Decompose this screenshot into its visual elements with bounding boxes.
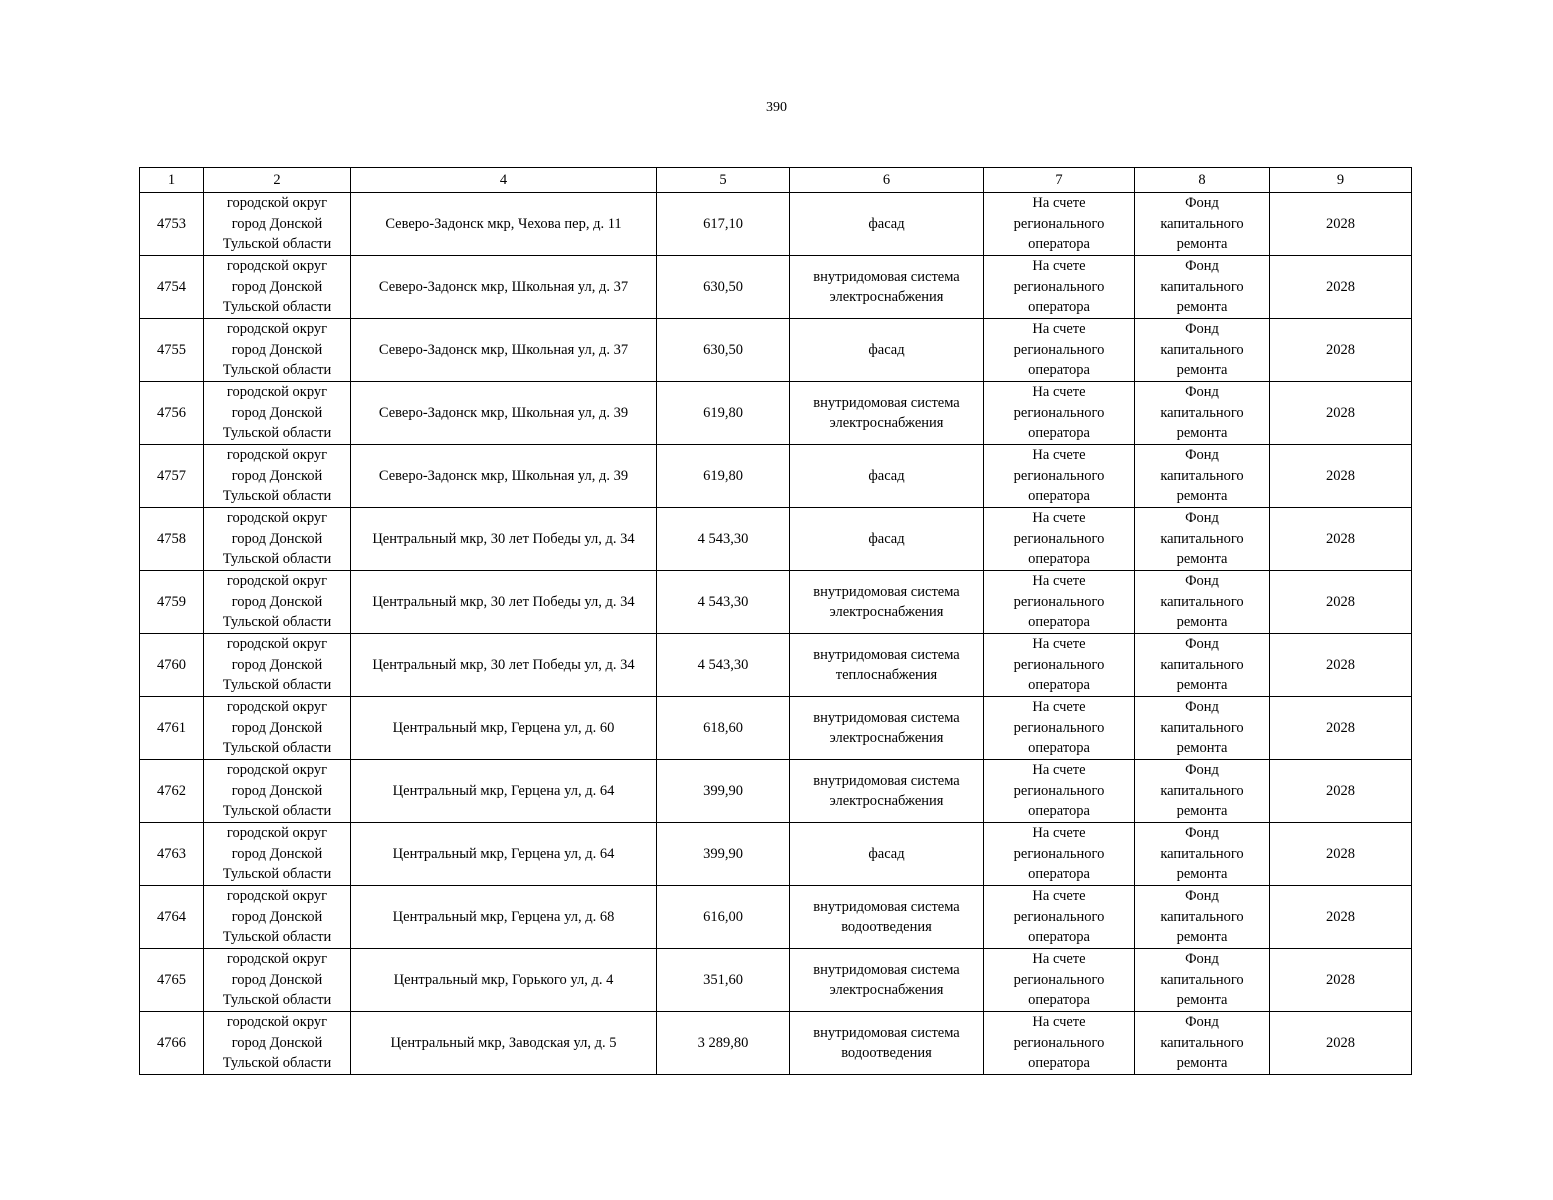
area-cell: 630,50 bbox=[657, 256, 790, 319]
year-cell: 2028 bbox=[1270, 697, 1412, 760]
row-number-cell: 4760 bbox=[140, 634, 204, 697]
year-cell: 2028 bbox=[1270, 445, 1412, 508]
address-cell: Центральный мкр, 30 лет Победы ул, д. 34 bbox=[351, 508, 657, 571]
row-number-cell: 4765 bbox=[140, 949, 204, 1012]
address-cell: Северо-Задонск мкр, Чехова пер, д. 11 bbox=[351, 193, 657, 256]
fund-cell: Фонд капитального ремонта bbox=[1135, 949, 1270, 1012]
address-cell: Северо-Задонск мкр, Школьная ул, д. 37 bbox=[351, 256, 657, 319]
column-header: 4 bbox=[351, 168, 657, 193]
row-number-cell: 4764 bbox=[140, 886, 204, 949]
account-method-cell: На счете регионального оператора bbox=[984, 760, 1135, 823]
municipality-cell: городской округ город Донской Тульской области bbox=[204, 634, 351, 697]
address-cell: Центральный мкр, 30 лет Победы ул, д. 34 bbox=[351, 634, 657, 697]
year-cell: 2028 bbox=[1270, 1012, 1412, 1075]
table-row bbox=[140, 382, 1412, 445]
work-type-cell: фасад bbox=[790, 319, 984, 382]
work-type-cell: фасад bbox=[790, 193, 984, 256]
fund-cell: Фонд капитального ремонта bbox=[1135, 256, 1270, 319]
area-cell: 399,90 bbox=[657, 760, 790, 823]
repair-program-table bbox=[139, 167, 1412, 1075]
area-cell: 618,60 bbox=[657, 697, 790, 760]
fund-cell: Фонд капитального ремонта bbox=[1135, 571, 1270, 634]
address-cell: Центральный мкр, Герцена ул, д. 60 bbox=[351, 697, 657, 760]
account-method-cell: На счете регионального оператора bbox=[984, 949, 1135, 1012]
work-type-cell: фасад bbox=[790, 823, 984, 886]
area-cell: 4 543,30 bbox=[657, 508, 790, 571]
work-type-cell: внутридомовая система теплоснабжения bbox=[790, 634, 984, 697]
address-cell: Северо-Задонск мкр, Школьная ул, д. 39 bbox=[351, 445, 657, 508]
row-number-cell: 4763 bbox=[140, 823, 204, 886]
account-method-cell: На счете регионального оператора bbox=[984, 319, 1135, 382]
municipality-cell: городской округ город Донской Тульской области bbox=[204, 1012, 351, 1075]
column-header: 9 bbox=[1270, 168, 1412, 193]
area-cell: 630,50 bbox=[657, 319, 790, 382]
year-cell: 2028 bbox=[1270, 256, 1412, 319]
page-number: 390 bbox=[766, 100, 787, 115]
table-row bbox=[140, 760, 1412, 823]
municipality-cell: городской округ город Донской Тульской области bbox=[204, 193, 351, 256]
row-number-cell: 4761 bbox=[140, 697, 204, 760]
account-method-cell: На счете регионального оператора bbox=[984, 445, 1135, 508]
municipality-cell: городской округ город Донской Тульской области bbox=[204, 445, 351, 508]
municipality-cell: городской округ город Донской Тульской области bbox=[204, 886, 351, 949]
column-header: 8 bbox=[1135, 168, 1270, 193]
column-header: 7 bbox=[984, 168, 1135, 193]
year-cell: 2028 bbox=[1270, 760, 1412, 823]
fund-cell: Фонд капитального ремонта bbox=[1135, 319, 1270, 382]
account-method-cell: На счете регионального оператора bbox=[984, 382, 1135, 445]
work-type-cell: внутридомовая система электроснабжения bbox=[790, 571, 984, 634]
year-cell: 2028 bbox=[1270, 319, 1412, 382]
row-number-cell: 4755 bbox=[140, 319, 204, 382]
row-number-cell: 4758 bbox=[140, 508, 204, 571]
table-row bbox=[140, 823, 1412, 886]
year-cell: 2028 bbox=[1270, 193, 1412, 256]
area-cell: 4 543,30 bbox=[657, 634, 790, 697]
account-method-cell: На счете регионального оператора bbox=[984, 1012, 1135, 1075]
header-row bbox=[140, 168, 1412, 193]
area-cell: 351,60 bbox=[657, 949, 790, 1012]
municipality-cell: городской округ город Донской Тульской области bbox=[204, 760, 351, 823]
year-cell: 2028 bbox=[1270, 886, 1412, 949]
account-method-cell: На счете регионального оператора bbox=[984, 571, 1135, 634]
account-method-cell: На счете регионального оператора bbox=[984, 823, 1135, 886]
municipality-cell: городской округ город Донской Тульской области bbox=[204, 823, 351, 886]
row-number-cell: 4753 bbox=[140, 193, 204, 256]
municipality-cell: городской округ город Донской Тульской области bbox=[204, 382, 351, 445]
fund-cell: Фонд капитального ремонта bbox=[1135, 634, 1270, 697]
table-row bbox=[140, 949, 1412, 1012]
fund-cell: Фонд капитального ремонта bbox=[1135, 382, 1270, 445]
municipality-cell: городской округ город Донской Тульской области bbox=[204, 949, 351, 1012]
work-type-cell: внутридомовая система электроснабжения bbox=[790, 256, 984, 319]
table-row bbox=[140, 256, 1412, 319]
table-row bbox=[140, 508, 1412, 571]
municipality-cell: городской округ город Донской Тульской области bbox=[204, 571, 351, 634]
area-cell: 617,10 bbox=[657, 193, 790, 256]
fund-cell: Фонд капитального ремонта bbox=[1135, 886, 1270, 949]
table-row bbox=[140, 1012, 1412, 1075]
table-row bbox=[140, 193, 1412, 256]
row-number-cell: 4757 bbox=[140, 445, 204, 508]
area-cell: 619,80 bbox=[657, 382, 790, 445]
work-type-cell: внутридомовая система электроснабжения bbox=[790, 382, 984, 445]
year-cell: 2028 bbox=[1270, 382, 1412, 445]
area-cell: 3 289,80 bbox=[657, 1012, 790, 1075]
municipality-cell: городской округ город Донской Тульской области bbox=[204, 697, 351, 760]
address-cell: Северо-Задонск мкр, Школьная ул, д. 39 bbox=[351, 382, 657, 445]
work-type-cell: внутридомовая система электроснабжения bbox=[790, 949, 984, 1012]
address-cell: Центральный мкр, 30 лет Победы ул, д. 34 bbox=[351, 571, 657, 634]
year-cell: 2028 bbox=[1270, 949, 1412, 1012]
account-method-cell: На счете регионального оператора bbox=[984, 256, 1135, 319]
row-number-cell: 4756 bbox=[140, 382, 204, 445]
work-type-cell: внутридомовая система электроснабжения bbox=[790, 760, 984, 823]
work-type-cell: внутридомовая система водоотведения bbox=[790, 886, 984, 949]
address-cell: Центральный мкр, Герцена ул, д. 68 bbox=[351, 886, 657, 949]
column-header: 2 bbox=[204, 168, 351, 193]
fund-cell: Фонд капитального ремонта bbox=[1135, 697, 1270, 760]
area-cell: 616,00 bbox=[657, 886, 790, 949]
municipality-cell: городской округ город Донской Тульской области bbox=[204, 319, 351, 382]
table-row bbox=[140, 886, 1412, 949]
row-number-cell: 4762 bbox=[140, 760, 204, 823]
table-row bbox=[140, 445, 1412, 508]
work-type-cell: фасад bbox=[790, 445, 984, 508]
fund-cell: Фонд капитального ремонта bbox=[1135, 508, 1270, 571]
account-method-cell: На счете регионального оператора bbox=[984, 193, 1135, 256]
area-cell: 399,90 bbox=[657, 823, 790, 886]
account-method-cell: На счете регионального оператора bbox=[984, 634, 1135, 697]
address-cell: Северо-Задонск мкр, Школьная ул, д. 37 bbox=[351, 319, 657, 382]
fund-cell: Фонд капитального ремонта bbox=[1135, 823, 1270, 886]
work-type-cell: фасад bbox=[790, 508, 984, 571]
table-body bbox=[140, 193, 1412, 1075]
address-cell: Центральный мкр, Заводская ул, д. 5 bbox=[351, 1012, 657, 1075]
fund-cell: Фонд капитального ремонта bbox=[1135, 193, 1270, 256]
address-cell: Центральный мкр, Герцена ул, д. 64 bbox=[351, 823, 657, 886]
row-number-cell: 4766 bbox=[140, 1012, 204, 1075]
work-type-cell: внутридомовая система водоотведения bbox=[790, 1012, 984, 1075]
fund-cell: Фонд капитального ремонта bbox=[1135, 760, 1270, 823]
row-number-cell: 4759 bbox=[140, 571, 204, 634]
area-cell: 4 543,30 bbox=[657, 571, 790, 634]
table-row bbox=[140, 634, 1412, 697]
year-cell: 2028 bbox=[1270, 508, 1412, 571]
year-cell: 2028 bbox=[1270, 823, 1412, 886]
account-method-cell: На счете регионального оператора bbox=[984, 886, 1135, 949]
address-cell: Центральный мкр, Герцена ул, д. 64 bbox=[351, 760, 657, 823]
table-row bbox=[140, 697, 1412, 760]
fund-cell: Фонд капитального ремонта bbox=[1135, 1012, 1270, 1075]
area-cell: 619,80 bbox=[657, 445, 790, 508]
municipality-cell: городской округ город Донской Тульской области bbox=[204, 256, 351, 319]
year-cell: 2028 bbox=[1270, 571, 1412, 634]
work-type-cell: внутридомовая система электроснабжения bbox=[790, 697, 984, 760]
column-header: 5 bbox=[657, 168, 790, 193]
column-header: 1 bbox=[140, 168, 204, 193]
column-header: 6 bbox=[790, 168, 984, 193]
municipality-cell: городской округ город Донской Тульской области bbox=[204, 508, 351, 571]
year-cell: 2028 bbox=[1270, 634, 1412, 697]
table-row bbox=[140, 571, 1412, 634]
row-number-cell: 4754 bbox=[140, 256, 204, 319]
account-method-cell: На счете регионального оператора bbox=[984, 508, 1135, 571]
address-cell: Центральный мкр, Горького ул, д. 4 bbox=[351, 949, 657, 1012]
account-method-cell: На счете регионального оператора bbox=[984, 697, 1135, 760]
table-row bbox=[140, 319, 1412, 382]
fund-cell: Фонд капитального ремонта bbox=[1135, 445, 1270, 508]
